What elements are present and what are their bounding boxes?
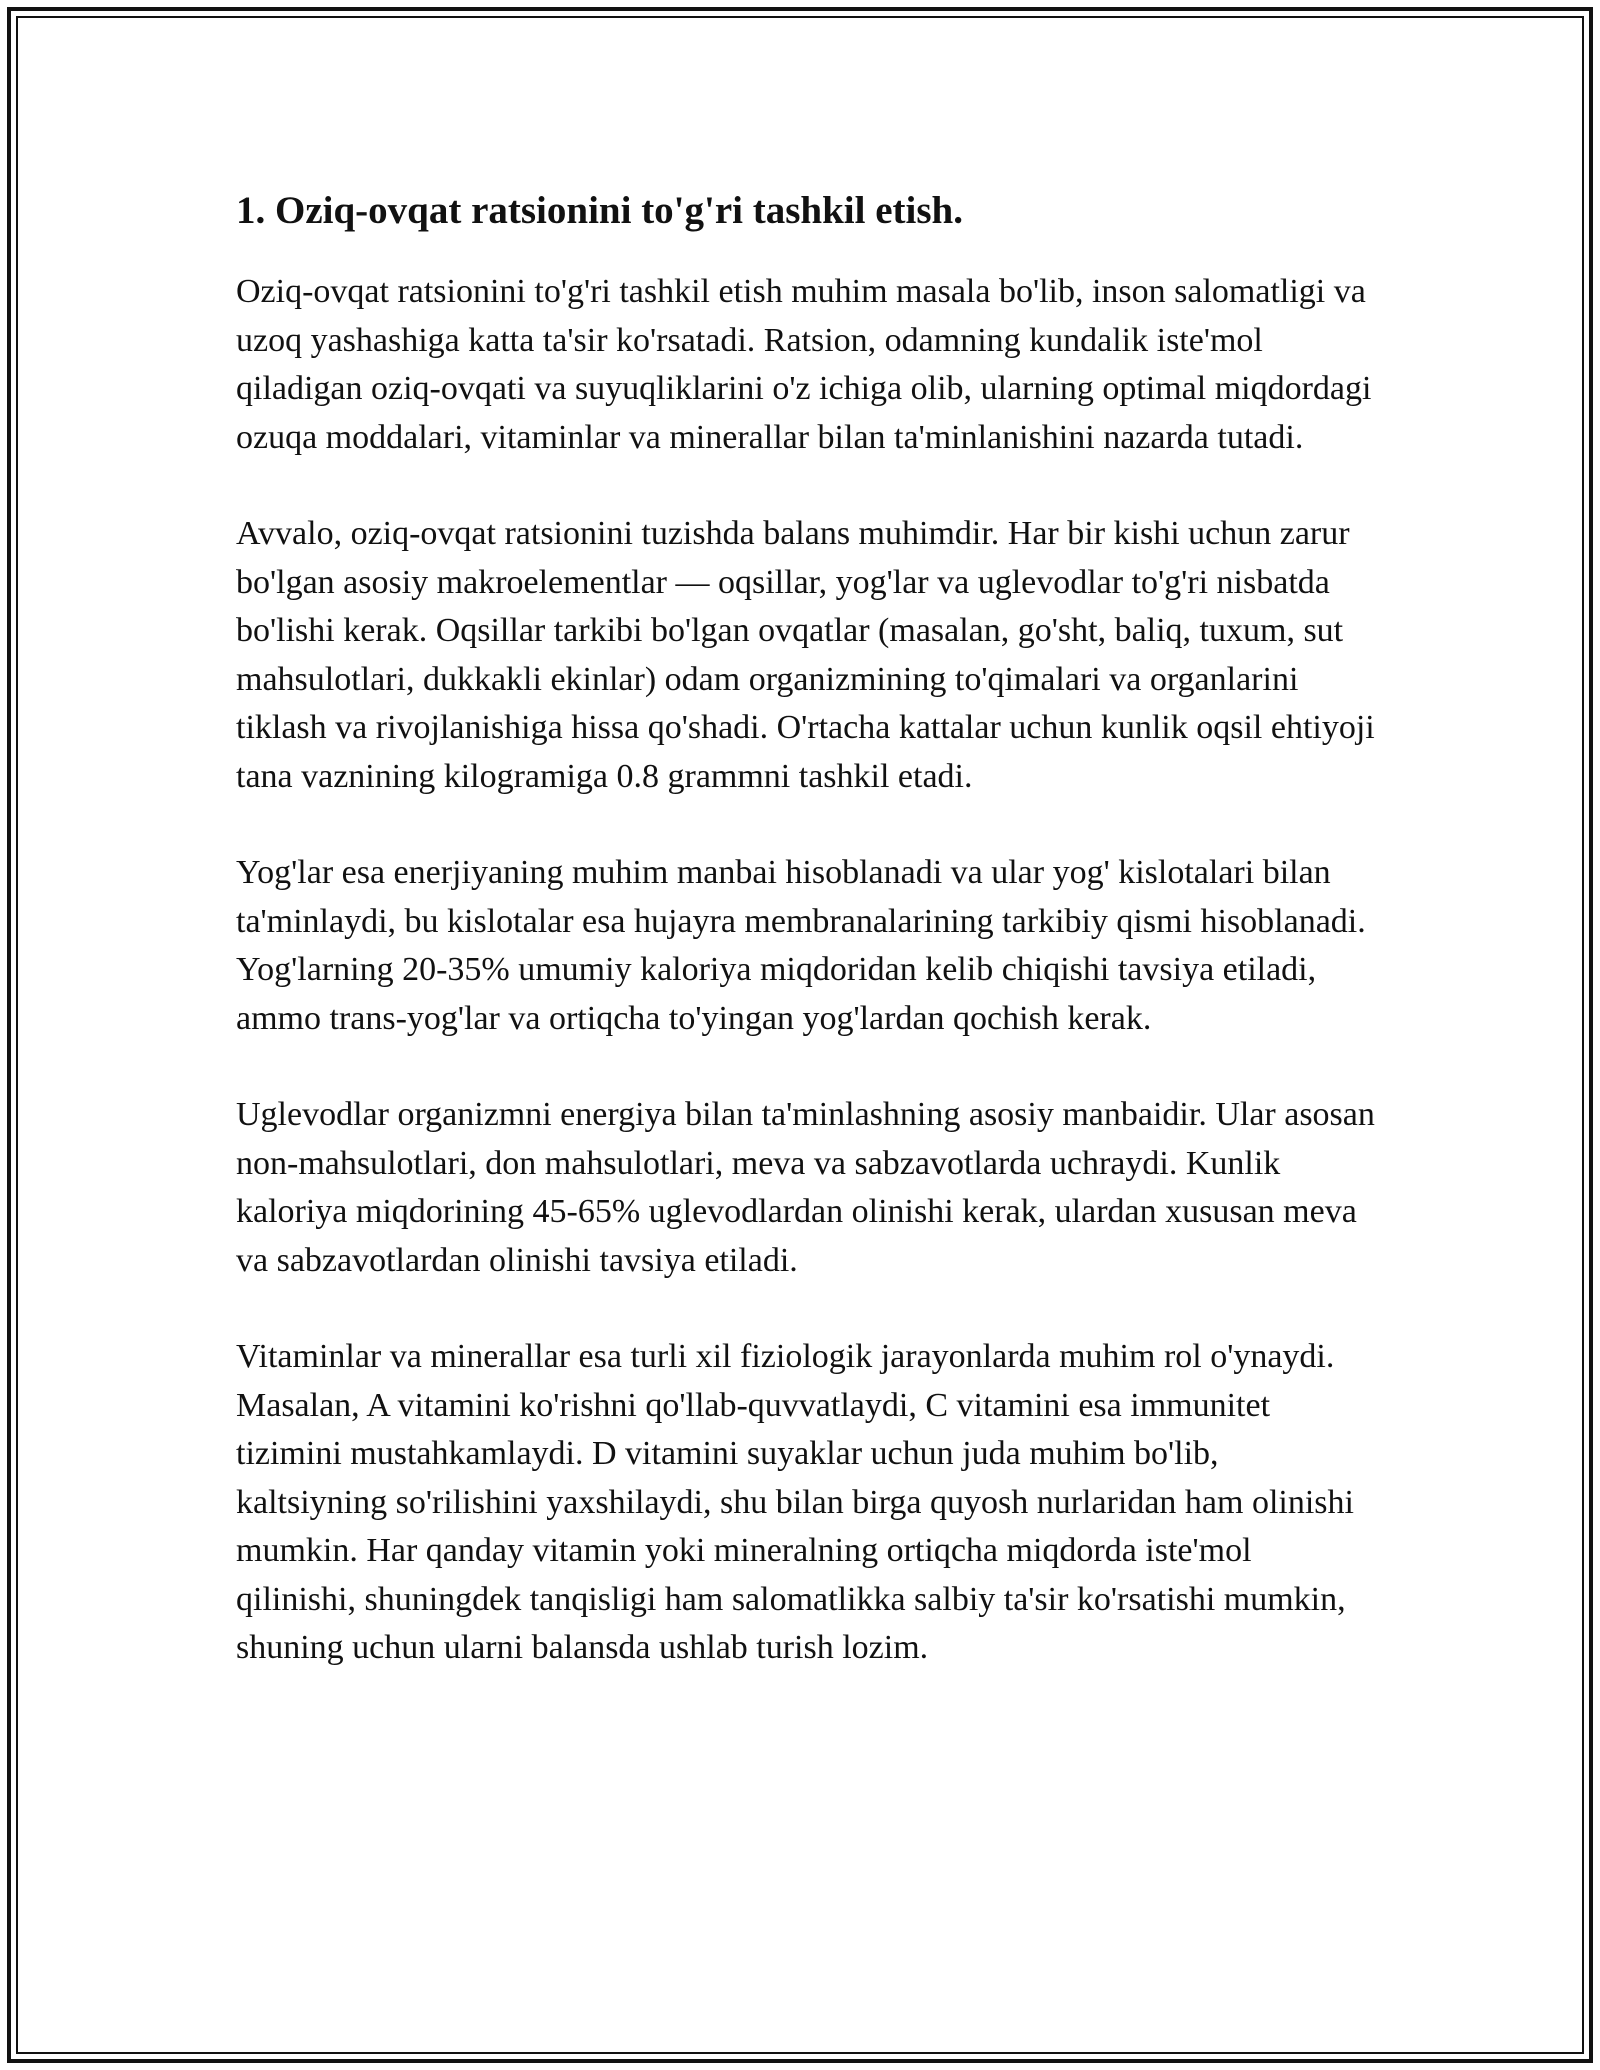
paragraph-balance-proteins: Avvalo, oziq-ovqat ratsionini tuzishda balans muhimdir. Har bir kishi uchun zarur bo'lgan asosiy makroelementlar — oqsillar, yog'lar va uglevodlar to'g'ri nisbatda bo'lishi kerak. Oqsillar tarkibi bo'lgan ovqatlar (masalan, go'sht, baliq, tuxum, sut mahsulotlari, dukkakli ekinlar) odam organizmining to'qimalari va organlarini tiklash va rivojlanishiga hissa qo'shadi. O'rtacha kattalar uchun kunlik oqsil ehtiyoji tana vaznining kilogramiga 0.8 grammni tashkil etadi.	[236, 515, 1375, 795]
paragraph-carbohydrates: Uglevodlar organizmni energiya bilan ta'minlashning asosiy manbaidir. Ular asosan non-mahsulotlari, don mahsulotlari, meva va sabzavotlarda uchraydi. Kunlik kaloriya miqdorining 45-65% uglevodlardan olinishi kerak, ulardan xususan meva va sabzavotlardan olinishi tavsiya etiladi.	[236, 1096, 1375, 1279]
paragraph-vitamins-minerals: Vitaminlar va minerallar esa turli xil fiziologik jarayonlarda muhim rol o'ynaydi. Masalan, A vitamini ko'rishni qo'llab-quvvatlaydi, C vitamini esa immunitet tizimini mustahkamlaydi. D vitamini suyaklar uchun juda muhim bo'lib, kaltsiyning so'rilishini yaxshilaydi, shu bilan birga quyosh nurlaridan ham olinishi mumkin. Har qanday vitamin yoki mineralning ortiqcha miqdorda iste'mol qilinishi, shuningdek tanqisligi ham salomatlikka salbiy ta'sir ko'rsatishi mumkin, shuning uchun ularni balansda ushlab turish lozim.	[236, 1338, 1354, 1666]
section-heading: 1. Oziq-ovqat ratsionini to'g'ri tashkil etish.	[236, 189, 963, 232]
document-body	[236, 186, 1376, 1721]
paragraph-fats: Yog'lar esa enerjiyaning muhim manbai hisoblanadi va ular yog' kislotalari bilan ta'minlaydi, bu kislotalar esa hujayra membranalarining tarkibiy qismi hisoblanadi. Yog'larning 20-35% umumiy kaloriya miqdoridan kelib chiqishi tavsiya etiladi, ammo trans-yog'lar va ortiqcha to'yingan yog'lardan qochish kerak.	[236, 854, 1366, 1037]
paragraph-intro: Oziq-ovqat ratsionini to'g'ri tashkil etish muhim masala bo'lib, inson salomatligi va uzoq yashashiga katta ta'sir ko'rsatadi. Ratsion, odamning kundalik iste'mol qiladigan oziq-ovqati va suyuqliklarini o'z ichiga olib, ularning optimal miqdordagi ozuqa moddalari, vitaminlar va minerallar bilan ta'minlanishini nazarda tutadi.	[236, 273, 1372, 456]
